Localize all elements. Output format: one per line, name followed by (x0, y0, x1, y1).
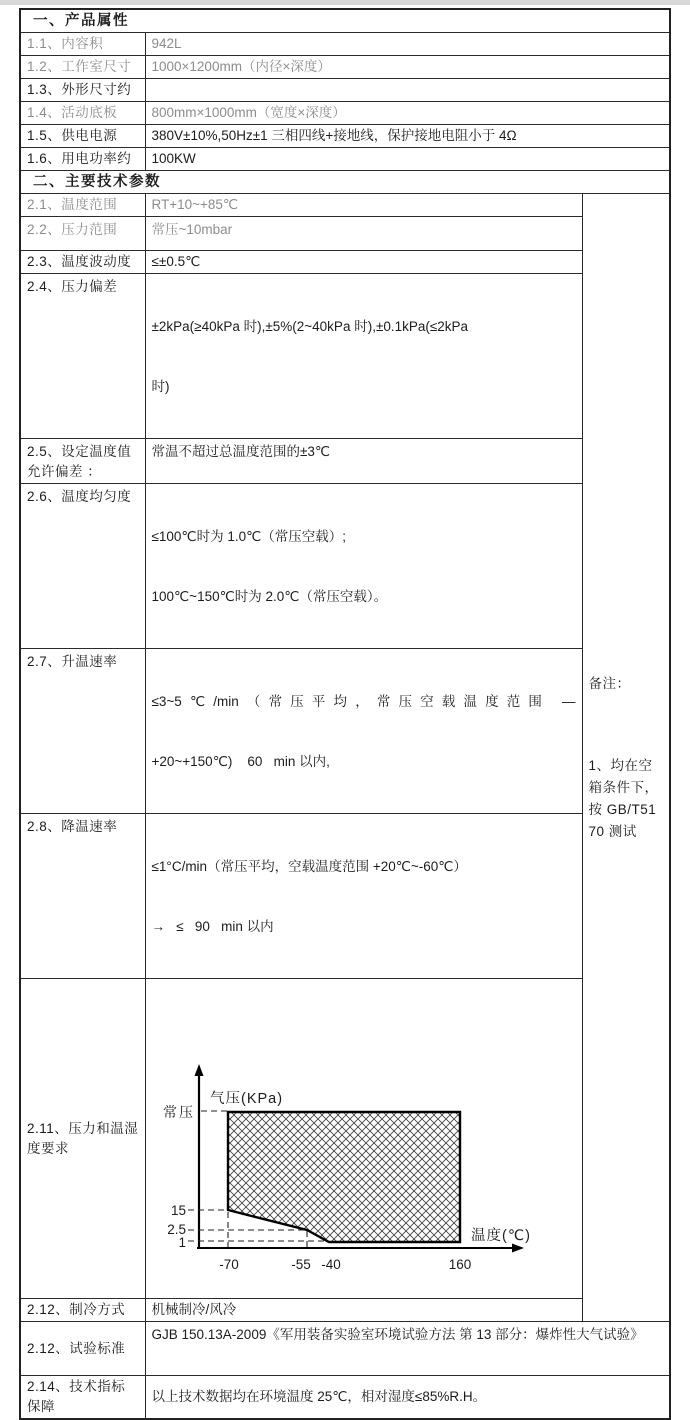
table-row (20, 1322, 670, 1376)
pressure-temperature-chart (146, 1019, 581, 1272)
table-row (20, 484, 670, 649)
row-value: 380V±10%,50Hz±1 三相四线+接地线，保护接地电阻小于 4Ω (145, 125, 670, 148)
row-label: 2.4、压力偏差 (20, 274, 145, 439)
y-axis-arrow-icon (194, 1064, 203, 1076)
row-label: 2.11、压力和温湿度要求 (20, 979, 145, 1299)
table-row (20, 814, 670, 979)
row-value (145, 484, 582, 649)
y-axis-label: 气压(KPa) (209, 1091, 283, 1107)
row-label: 1.2、工作室尺寸 (20, 56, 145, 79)
row-label: 1.6、用电功率约 (20, 148, 145, 171)
table-row (20, 1376, 670, 1420)
table-row (20, 217, 670, 251)
row-value: GJB 150.13A-2009《军用装备实验室环境试验方法 第 13 部分：爆炸性大气试验》 (145, 1322, 670, 1376)
row-value: 800mm×1000mm（宽度×深度） (145, 102, 670, 125)
spec-table (19, 8, 671, 1420)
section1-title: 一、产品属性 (20, 9, 670, 33)
value-line: ±2kPa(≥40kPa 时),±5%(2~40kPa 时),±0.1kPa(≤2kPa (151, 319, 469, 334)
row-label: 2.6、温度均匀度 (20, 484, 145, 649)
row-label: 1.5、供电电源 (20, 125, 145, 148)
value-line: ≤1°C/min（常压平均，空载温度范围 +20℃~-60℃） (151, 859, 467, 874)
row-label: 2.14、技术指标保障 (20, 1376, 145, 1420)
x-axis-arrow-icon (512, 1244, 524, 1253)
row-value (145, 814, 582, 979)
row-value: RT+10~+85℃ (145, 194, 582, 217)
table-row (20, 251, 670, 274)
table-row (20, 439, 670, 484)
value-line: ≤3~5℃/min（常压平均，常压空载温度范围 — (151, 694, 576, 709)
row-value (145, 274, 582, 439)
remarks-cell (582, 194, 670, 1322)
table-row (20, 274, 670, 439)
row-label: 2.1、温度范围 (20, 194, 145, 217)
row-label: 1.4、活动底板 (20, 102, 145, 125)
row-label: 2.12、制冷方式 (20, 1299, 145, 1322)
section2-header-row (20, 171, 670, 194)
table-row (20, 79, 670, 102)
value-line: +20~+150℃) 60 min 以内, (151, 754, 330, 769)
row-label: 1.1、内容积 (20, 33, 145, 56)
row-label: 2.2、压力范围 (20, 217, 145, 251)
x-tick-label: -55 (290, 1257, 311, 1272)
row-value: 1000×1200mm（内径×深度） (145, 56, 670, 79)
x-axis-label: 温度(℃) (470, 1228, 531, 1244)
section2-title: 二、主要技术参数 (20, 171, 670, 194)
row-value: 100KW (145, 148, 670, 171)
x-tick-label: -40 (320, 1257, 341, 1272)
row-label: 2.12、试验标准 (20, 1322, 145, 1376)
table-row (20, 125, 670, 148)
row-label: 2.7、升温速率 (20, 649, 145, 814)
chart-svg (146, 1059, 581, 1298)
y-tick-label: 常压 (162, 1104, 195, 1120)
y-tick-label: 2.5 (166, 1222, 186, 1237)
chart-cell (145, 979, 582, 1299)
x-tick-label: -70 (218, 1257, 239, 1272)
row-value: 以上技术数据均在环境温度 25℃，相对湿度≤85%R.H。 (145, 1376, 670, 1420)
y-tick-label: 1 (177, 1235, 186, 1250)
table-row (20, 1299, 670, 1322)
y-tick-label: 15 (170, 1203, 186, 1218)
row-value: 常压~10mbar (145, 217, 582, 251)
value-line: ≤100℃时为 1.0℃（常压空载）; (151, 529, 347, 544)
table-row (20, 33, 670, 56)
row-value: ≤±0.5℃ (145, 251, 582, 274)
table-row (20, 56, 670, 79)
value-line: 100℃~150℃时为 2.0℃（常压空载）。 (151, 589, 388, 604)
row-label: 2.8、降温速率 (20, 814, 145, 979)
row-value: 机械制冷/风冷 (145, 1299, 582, 1322)
row-label: 1.3、外形尺寸约 (20, 79, 145, 102)
page-top-edge (0, 0, 690, 5)
row-value: 常温不超过总温度范围的±3℃ (145, 439, 582, 484)
table-row (20, 102, 670, 125)
remarks-title: 备注： (588, 675, 631, 691)
hatched-region (228, 1112, 460, 1242)
table-row (20, 148, 670, 171)
row-value: 942L (145, 33, 670, 56)
remarks-body: 1、均在空箱条件下，按 GB/T5170 测试 (588, 757, 659, 839)
chart-row (20, 979, 670, 1299)
table-row (20, 649, 670, 814)
value-line: 时) (151, 379, 170, 394)
table-row (20, 194, 670, 217)
row-value (145, 649, 582, 814)
row-value (145, 79, 670, 102)
section1-header-row (20, 9, 670, 33)
row-label: 2.5、设定温度值允许偏差 ： (20, 439, 145, 484)
x-tick-label: 160 (448, 1257, 471, 1272)
value-line: → ≤ 90 min 以内 (151, 919, 274, 934)
row-label: 2.3、温度波动度 (20, 251, 145, 274)
